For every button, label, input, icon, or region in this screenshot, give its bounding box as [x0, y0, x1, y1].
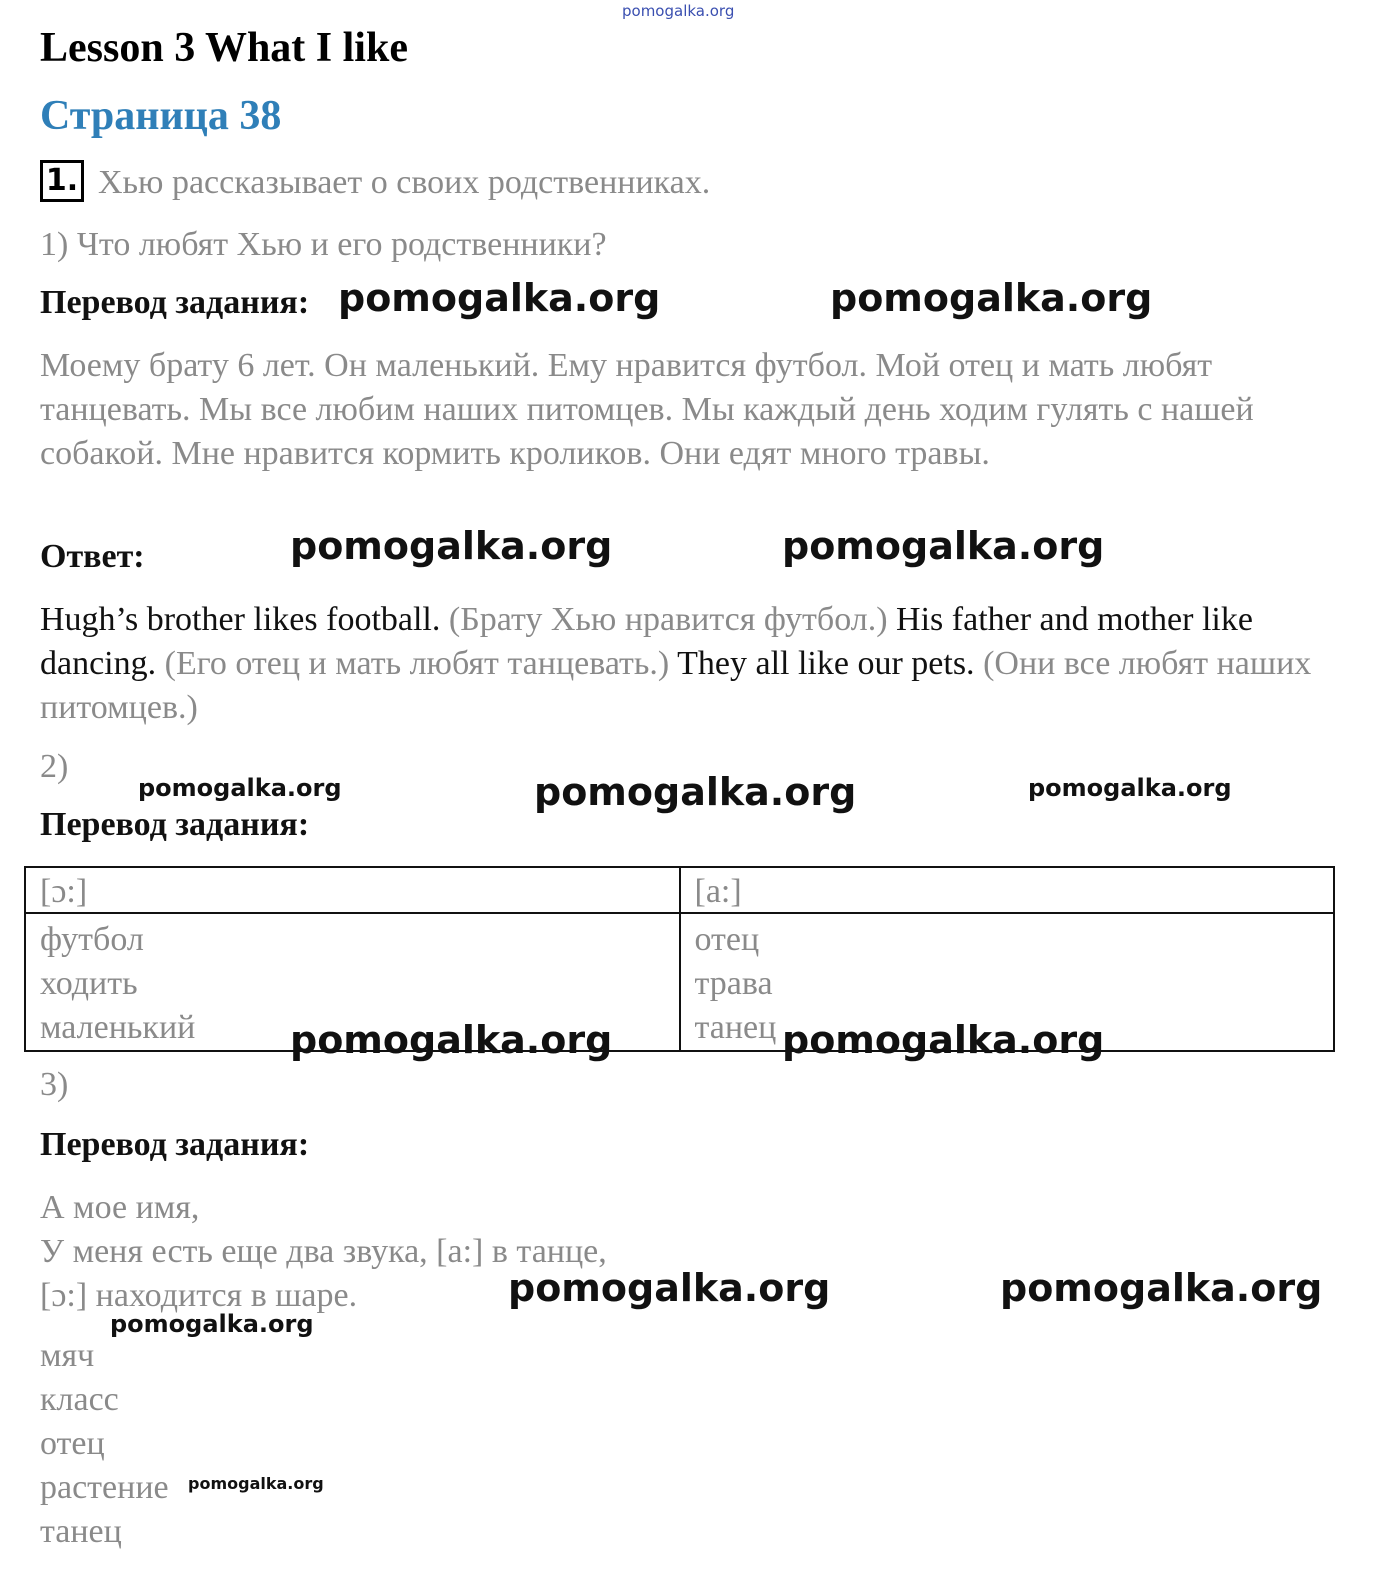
table-word: маленький — [40, 1009, 196, 1046]
part1-translation-label: Перевод задания: — [40, 284, 310, 321]
table-word: отец — [694, 921, 760, 958]
poem-line: А мое имя, — [40, 1189, 200, 1226]
answer-text — [40, 598, 1330, 730]
watermark: pomogalka.org — [290, 524, 613, 568]
watermark: pomogalka.org — [188, 1474, 324, 1493]
watermark: pomogalka.org — [1028, 774, 1232, 802]
list-item: растение — [40, 1469, 169, 1506]
watermark: pomogalka.org — [782, 1018, 1105, 1062]
watermark: pomogalka.org — [1000, 1266, 1323, 1310]
table-word: танец — [694, 1009, 777, 1046]
task-instruction: Хью рассказывает о своих родственниках. — [98, 164, 711, 201]
answer-label: Ответ: — [40, 538, 145, 575]
answer-sentence-ru: (Его отец и мать любят танцевать.) — [164, 645, 670, 682]
part1-question: 1) Что любят Хью и его родственники? — [40, 226, 607, 263]
table-header-cell: [ɔ:] — [25, 867, 680, 913]
part2-translation-label: Перевод задания: — [40, 806, 310, 843]
answer-sentence-en: His father and mother like dancing. — [40, 601, 1253, 682]
list-item: класс — [40, 1381, 119, 1418]
watermark: pomogalka.org — [782, 524, 1105, 568]
watermark: pomogalka.org — [830, 276, 1153, 320]
watermark: pomogalka.org — [138, 774, 342, 802]
part3-number: 3) — [40, 1066, 69, 1103]
answer-sentence-ru: (Брату Хью нравится футбол.) — [448, 601, 888, 638]
table-word: футбол — [40, 921, 144, 958]
table-row — [25, 913, 1334, 1051]
table-header-row — [25, 867, 1334, 913]
poem-line: [ɔ:] находится в шаре. — [40, 1277, 358, 1314]
answer-sentence-ru: (Они все любят наших питомцев.) — [40, 645, 1312, 726]
watermark: pomogalka.org — [110, 1310, 314, 1338]
task-number-box: 1. — [40, 160, 84, 202]
sounds-table — [24, 866, 1335, 1052]
answer-sentence-en: They all like our pets. — [677, 645, 975, 682]
list-item: отец — [40, 1425, 105, 1462]
part3-translation-label: Перевод задания: — [40, 1126, 310, 1163]
list-item: мяч — [40, 1337, 95, 1374]
poem-line: У меня есть еще два звука, [a:] в танце, — [40, 1233, 607, 1270]
top-watermark: pomogalka.org — [622, 2, 735, 20]
part3-word-list — [40, 1334, 169, 1554]
lesson-title: Lesson 3 What I like — [40, 25, 408, 71]
list-item: танец — [40, 1513, 122, 1550]
part1-translation-text: Моему брату 6 лет. Он маленький. Ему нравится футбол. Мой отец и мать любят танцевать. Мы все любим наших питомцев. Мы каждый день ходим гулять с нашей собакой. Мне нравится кормить кроликов. Они едят много травы. — [40, 347, 1254, 472]
part2-number: 2) — [40, 748, 69, 785]
watermark: pomogalka.org — [290, 1018, 613, 1062]
table-header-cell: [a:] — [680, 867, 1335, 913]
watermark: pomogalka.org — [534, 770, 857, 814]
answer-sentence-en: Hugh’s brother likes football. — [40, 601, 441, 638]
table-word: ходить — [40, 965, 138, 1002]
table-word: трава — [694, 965, 773, 1002]
watermark: pomogalka.org — [338, 276, 661, 320]
page-heading: Страница 38 — [40, 93, 282, 139]
watermark: pomogalka.org — [508, 1266, 831, 1310]
